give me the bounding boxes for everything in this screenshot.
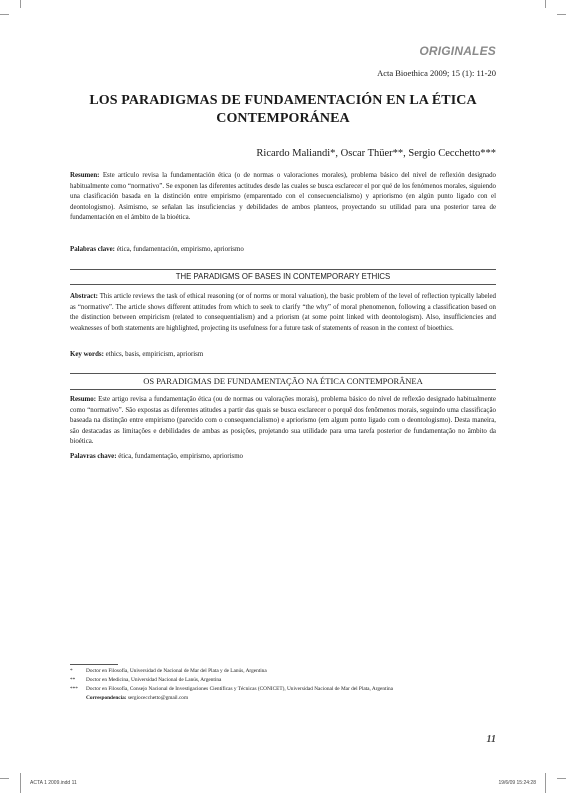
portuguese-abstract-text: Este artigo revisa a fundamentação ética (ou de normas ou valorações morais), problema básico do nível de reflexão designado habitualmente como “normativo”. São expostas as diferentes atitudes a partir das quais se busca esclarecer o porquê dos fenômenos morais, seguindo uma classificação baseada na distinção entre empirismo (parecido com o consequencialismo) e apriorismo (em algum ponto ligado com o deontologismo). Desta maneira, são destacadas as limitações e debilidades de ambas as posições, projetando sua utilidade para uma tarefa posterior de fundamentação no âmbito da bioética. [70, 396, 496, 445]
article-title [70, 92, 496, 128]
english-abstract [70, 292, 496, 334]
spanish-abstract [70, 171, 496, 224]
footnote [70, 685, 496, 694]
authors: Ricardo Maliandi*, Oscar Thüer**, Sergio Cecchetto*** [256, 148, 496, 159]
footnote-rule [70, 664, 118, 665]
crop-mark [20, 773, 21, 793]
correspondence-email[interactable]: sergiocecchetto@gmail.com [127, 695, 189, 701]
footnote-text: Doctor en Filosofía, Universidad de Nacional de Mar del Plata y de Lanús, Argentina [86, 668, 267, 674]
correspondence [70, 694, 496, 703]
crop-mark [557, 14, 566, 15]
spanish-keywords-text: ética, fundamentación, empirismo, apriorismo [116, 246, 244, 253]
english-abstract-label: Abstract: [70, 293, 98, 300]
footnote-marker: *** [70, 686, 78, 692]
portuguese-abstract [70, 395, 496, 448]
crop-mark [20, 0, 21, 8]
footnote-text: Doctor en Medicina, Universidad Nacional de Lanús, Argentina [86, 677, 222, 683]
correspondence-label: Correspondencia: [86, 695, 127, 701]
section-label: ORIGINALES [419, 44, 496, 58]
footnote [70, 667, 496, 676]
crop-mark [557, 778, 566, 779]
section-rule [70, 389, 496, 390]
english-keywords [70, 350, 496, 360]
footnote-marker: ** [70, 677, 76, 683]
section-rule [70, 284, 496, 285]
crop-mark [0, 14, 9, 15]
spanish-keywords [70, 245, 496, 255]
portuguese-keywords [70, 452, 496, 462]
portuguese-abstract-label: Resumo: [70, 396, 97, 403]
english-keywords-text: ethics, basis, empiricism, apriorism [105, 351, 204, 358]
journal-citation: Acta Bioethica 2009; 15 (1): 11-20 [377, 68, 496, 78]
spanish-keywords-label: Palabras clave: [70, 246, 115, 253]
footnote-text: Doctor en Filosofía, Consejo Nacional de Investigaciones Científicas y Técnicas (CONICET), Universidad Nacional de Mar del Plata, Argentina [86, 686, 393, 692]
portuguese-keywords-label: Palavras chave: [70, 453, 117, 460]
print-slug-right: 19/6/09 15:24:28 [498, 780, 536, 786]
portuguese-section-title: OS PARADIGMAS DE FUNDAMENTAÇÃO NA ÉTICA CONTEMPORÂNEA [143, 376, 423, 386]
title-line-1: LOS PARADIGMAS DE FUNDAMENTACIÓN EN LA ÉTICA [89, 93, 477, 108]
portuguese-keywords-text: ética, fundamentação, empirismo, apriorismo [118, 453, 244, 460]
section-rule [70, 269, 496, 270]
crop-mark [0, 778, 9, 779]
print-slug-left: ACTA 1 2009.indd 11 [30, 780, 77, 786]
section-rule [70, 373, 496, 374]
english-keywords-label: Key words: [70, 351, 104, 358]
english-section-title: THE PARADIGMS OF BASES IN CONTEMPORARY ETHICS [175, 272, 391, 281]
footnote-marker: * [70, 668, 73, 674]
english-abstract-text: This article reviews the task of ethical reasoning (or of norms or moral valuation), the basic problem of the level of reflection typically labeled as “normative”. The article shows different attitudes from which to seek to clarify “the why” of moral phenomenon, following a classification based on the distinction between empiricism (related to consequentialism) and a priorism (at some point linked with deontologism). Also, insufficiencies and weaknesses of both statements are highlighted, projecting its usefulness for a future task of statements of reason in the context of bioethics. [70, 293, 496, 332]
crop-mark [545, 0, 546, 8]
spanish-abstract-text: Este artículo revisa la fundamentación ética (o de normas o valoraciones morales), problema básico del nivel de reflexión designado habitualmente como “normativo”. Se exponen las diferentes actitudes desde las cuales se busca esclarecer el por qué de los fenómenos morales, siguiendo una clasificación basada en la distinción entre empirismo (emparentado con el consecuencialismo) y apriorismo (en algún punto ligado con el deontologismo). Asimismo, se señalan las insuficiencias y debilidades de ambos planteos, proyectando su utilidad para una posterior tarea de fundamentación en el ámbito de la bioética. [70, 172, 496, 221]
page-number: 11 [486, 734, 496, 745]
title-line-2: CONTEMPORÁNEA [216, 111, 350, 126]
footnote [70, 676, 496, 685]
spanish-abstract-label: Resumen: [70, 172, 100, 179]
crop-mark [545, 773, 546, 793]
